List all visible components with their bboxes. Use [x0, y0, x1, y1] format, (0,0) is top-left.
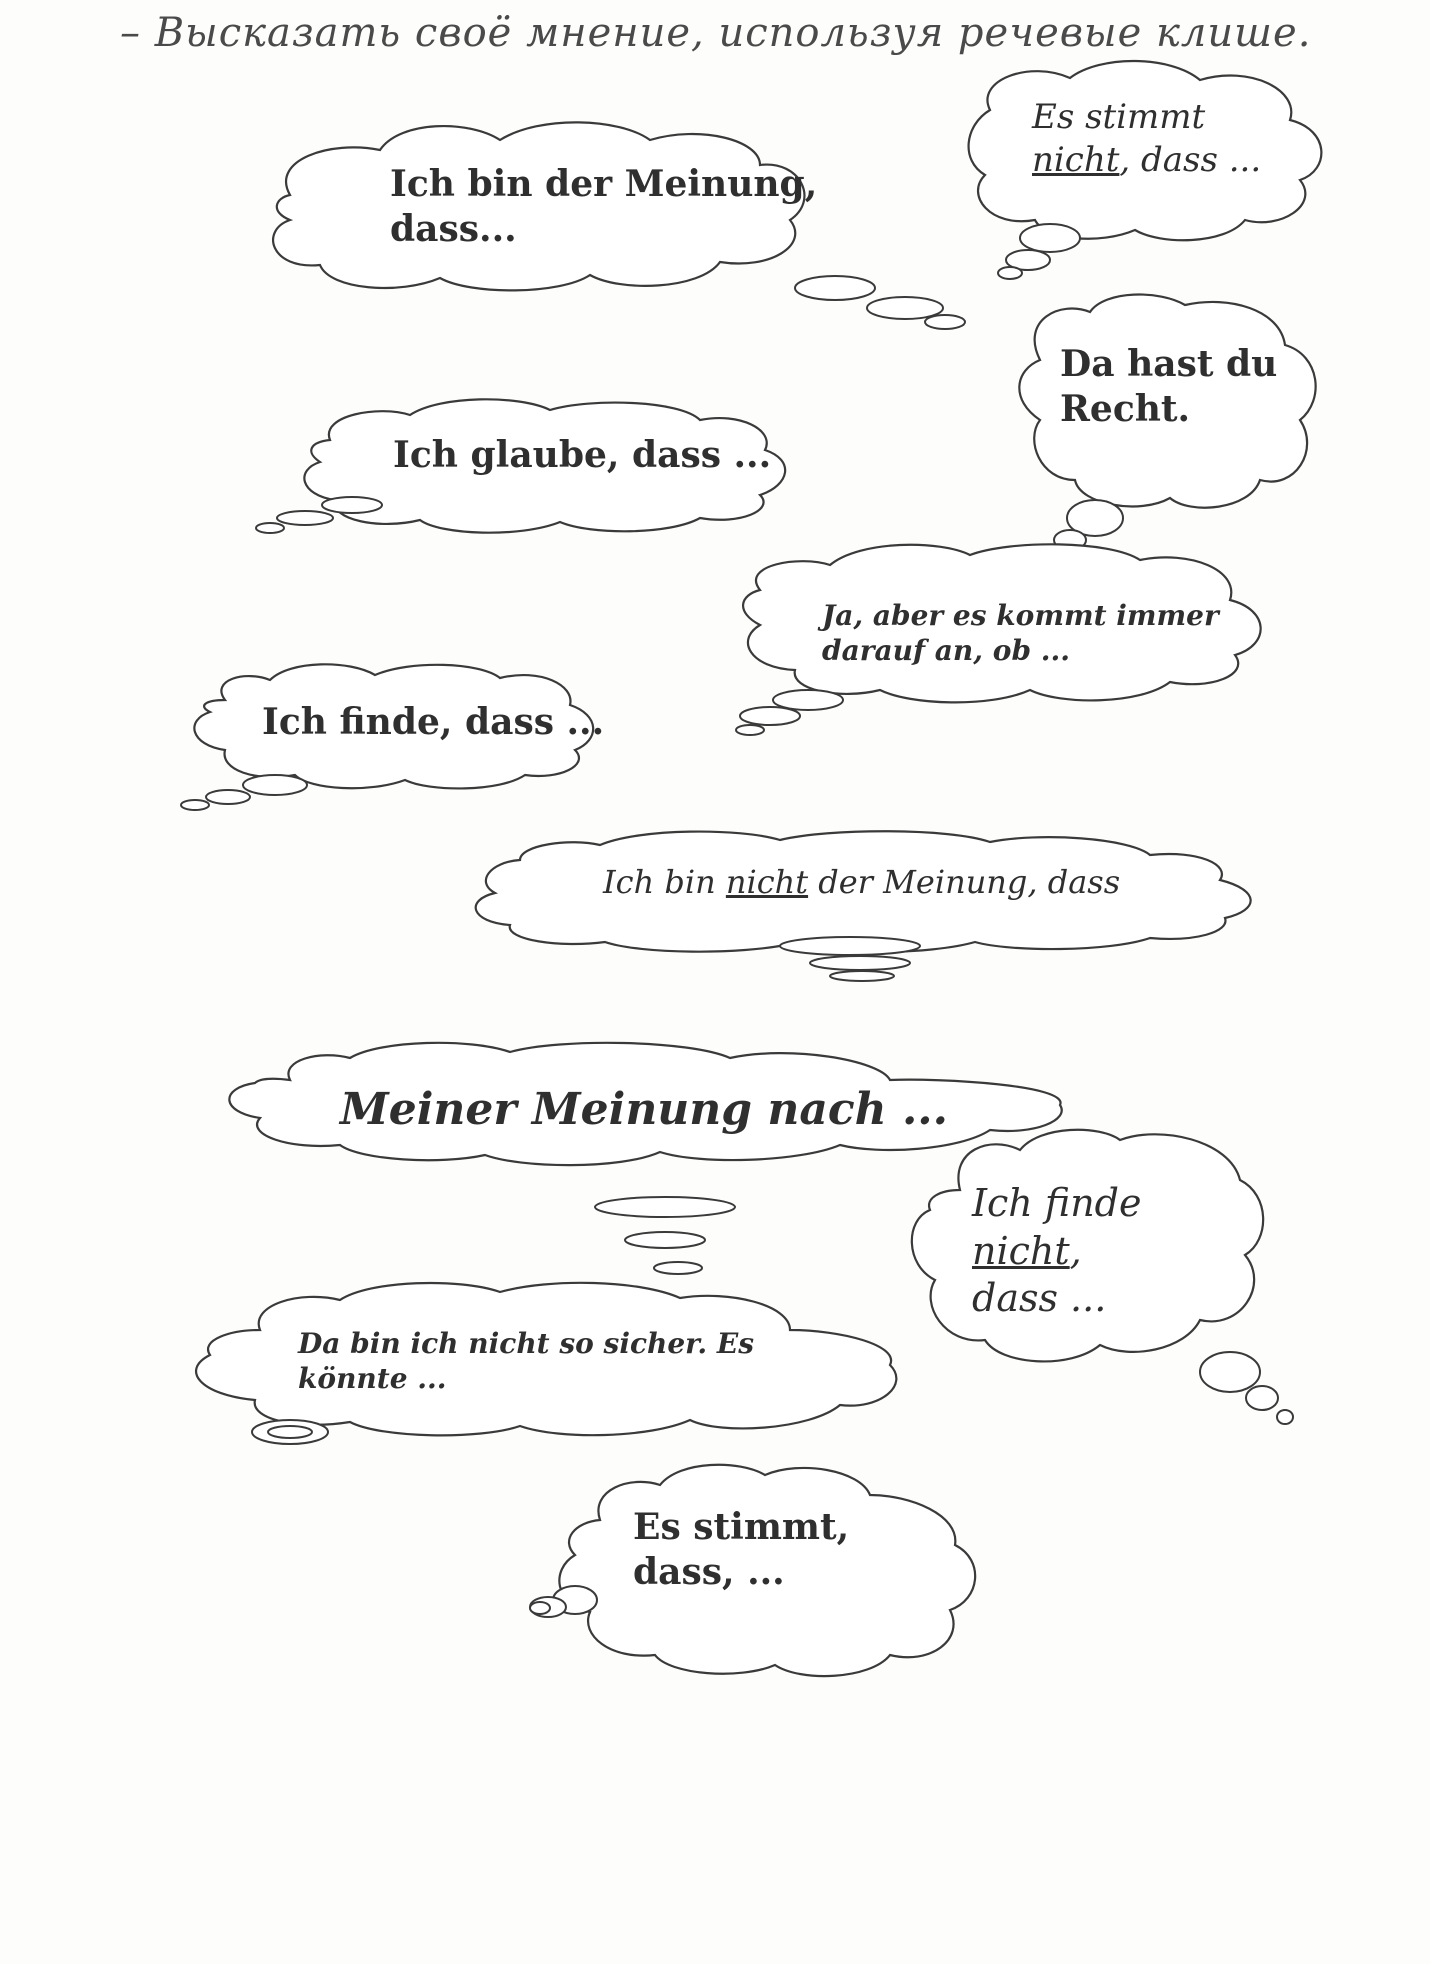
- phrase-line: Meiner Meinung nach ...: [340, 1084, 948, 1135]
- phrase-line: Ich bin der Meinung,: [390, 163, 818, 205]
- phrase-fragment: ,: [1069, 1228, 1082, 1273]
- phrase-line: Es stimmt,: [633, 1506, 850, 1548]
- phrase-line: Ja, aber es kommt immer: [822, 599, 1219, 632]
- underlined-word: nicht: [725, 863, 809, 901]
- phrase-fragment: , dass ...: [1119, 139, 1262, 180]
- phrase-ich-bin-nicht-der-meinung: [603, 862, 1120, 902]
- phrase-line: Da hast du: [1060, 343, 1278, 385]
- phrase-es-stimmt-dass: [633, 1505, 849, 1595]
- phrase-ja-aber: [822, 598, 1219, 668]
- phrase-meiner-meinung-nach: [340, 1082, 948, 1137]
- phrase-da-hast-du-recht: [1060, 342, 1277, 432]
- phrase-fragment: Ich bin: [603, 863, 726, 901]
- phrase-line: dass...: [390, 208, 517, 250]
- phrase-line: Es stimmt: [1032, 97, 1206, 137]
- phrase-line: Ich finde, dass ...: [262, 701, 605, 743]
- handwritten-instruction: – Высказать своё мнение, используя речевые клише.: [120, 10, 1312, 56]
- phrase-line: Recht.: [1060, 388, 1191, 430]
- phrase-line: Da bin ich nicht so sicher. Es: [298, 1327, 754, 1360]
- phrase-line: [972, 1228, 1141, 1276]
- phrase-line: dass ...: [972, 1276, 1107, 1320]
- phrase-es-stimmt-nicht: [1032, 96, 1261, 181]
- phrase-fragment: der Meinung, dass: [808, 863, 1121, 901]
- phrase-ich-finde: [262, 700, 604, 745]
- phrase-ich-bin-der-meinung: [390, 162, 817, 252]
- underlined-word: nicht: [972, 1228, 1070, 1273]
- phrase-ich-glaube: [393, 433, 771, 478]
- cloud-7-shape: [476, 831, 1251, 981]
- phrase-line: darauf an, ob ...: [822, 634, 1071, 667]
- phrase-da-bin-ich-nicht-so-sicher: [298, 1326, 754, 1396]
- phrase-line: dass, ...: [633, 1551, 785, 1593]
- phrase-ich-finde-nicht: [972, 1180, 1141, 1323]
- phrase-line: Ich finde: [972, 1181, 1142, 1225]
- phrase-line: Ich glaube, dass ...: [393, 434, 772, 476]
- phrase-line: [1032, 139, 1261, 182]
- phrase-line: könnte ...: [298, 1362, 447, 1395]
- underlined-word: nicht: [1032, 139, 1120, 180]
